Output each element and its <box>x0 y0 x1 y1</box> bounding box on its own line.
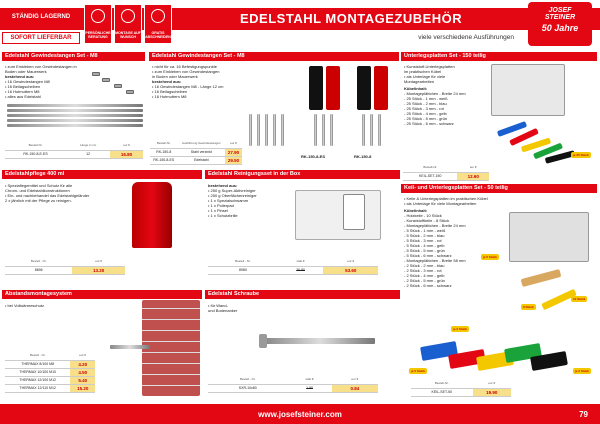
nut-image <box>102 78 110 82</box>
product-label: RK-150-8-ES <box>301 154 326 159</box>
panel-description: • bei Vollwärmeschutz <box>5 303 44 308</box>
rod-image <box>265 114 268 146</box>
order-number: THERMAX 12/100 M12 <box>5 376 70 384</box>
page-subtitle: viele verschiedene Ausführungen <box>418 34 514 41</box>
panel-title: Edelstahlpflege 400 ml <box>2 170 202 179</box>
nut-image <box>126 90 134 94</box>
panel-title: Edelstahl Reinigungsset in der Box <box>205 170 400 179</box>
rod-image <box>362 114 365 146</box>
wooden-wedge-image <box>521 269 562 287</box>
sofort-lieferbar-badge: SOFORT LIEFERBAR <box>2 32 80 44</box>
quantity-bubble: je 2 Stück <box>453 327 468 331</box>
nut-image <box>92 72 100 76</box>
threaded-rod-image <box>7 124 143 127</box>
price: 4.50 <box>70 368 95 376</box>
rod-image <box>273 114 276 146</box>
bucket-image <box>491 64 565 116</box>
panel-description: • nicht für ca. 16 Befestigungspunkte • zum Einkleben von Gewindestangen in Boden oder Mauerwerk bestehend aus: • 16 Gewindestangen M8 - Länge 12 cm • 16 Beilagscheiben • 16 Hutmuttern M8 <box>152 64 224 99</box>
rod-image <box>322 114 325 146</box>
quantity-bubble: je 5 Stück <box>411 369 426 373</box>
panel-title: Keil- und Unterlegsplatten Set - 50 teilig <box>401 184 597 193</box>
service-badge-montage: MONTAGE AUF WUNSCH <box>114 4 142 44</box>
tools-icon <box>121 9 135 23</box>
order-number: 8696 <box>5 266 72 274</box>
phone-icon <box>91 9 105 23</box>
page-footer <box>0 404 600 424</box>
panel-description: • Speziaflegemittel und Schutz für alle Chrom- und Edelstahlkonstruktionen • Ein- und nachbehandel das Edelstahlgeländer 2 x jährlich mit der Pflege zu reinigen. <box>5 183 90 203</box>
order-number: KEIL-SET-50 <box>411 388 473 396</box>
panel-edelstahlpflege <box>2 170 202 282</box>
price-table: Bestell-Nr. Länge in cm eur € RK-150-8-E-ES 12 16.80 <box>5 140 143 159</box>
price: 5.40 <box>70 376 95 384</box>
price: 27.90 <box>225 148 242 156</box>
josef-steiner-logo: JOSEF STEINER 50 Jahre <box>528 2 592 46</box>
website-link[interactable]: www.josefsteiner.com <box>258 410 342 419</box>
panel-edelstahl-schraube <box>205 290 400 402</box>
quantity-bubble: 8 Stück <box>523 305 534 309</box>
order-number: THERMAX 12/110 M12 <box>5 384 70 392</box>
order-number: RK-150-8-E-ES <box>5 150 66 158</box>
price: 4.20 <box>70 360 95 368</box>
nut-image <box>114 84 122 88</box>
panel-description: • zum Einkleben von Gewindestangen in Boden oder Mauerwerk bestehend aus: • 16 Gewindestangen M8 • 16 Beilagscheiben • 16 Hutmuttern M8 • alles aus Edelstahl <box>5 64 77 99</box>
threaded-rod-image <box>7 114 143 117</box>
service-badge-beratung: PERSÖNLICHE BERATUNG <box>84 4 112 44</box>
page-title: EDELSTAHL MONTAGEZUBEHÖR <box>240 11 463 26</box>
panel-unterlegsplatten-150 <box>401 52 597 180</box>
quantity-bubble: je 5 Stück <box>483 255 498 259</box>
threaded-rod-image <box>7 109 143 112</box>
order-number: RK-150-8-ES <box>150 156 178 164</box>
panel-description: bestehend aus: • 250 g Super-Aktivreiniger • 250 g Oberflächenreiniger • 1 x Spezialschwamm • 1 x Polierpad • 1 x Pinsel • 1 x Schutzbrille <box>208 183 257 218</box>
order-number: RK-150-8 <box>150 148 178 156</box>
price-table: Bestell - Nr. eur € THERMAX 8/100 M8 4.20 THERMAX 10/100 M10 4.50 THERMAX 12/100 M12 5.40 THERMAX 12/110 M12 15.20 <box>5 350 95 393</box>
price: 0.84 <box>332 384 378 392</box>
price: 19.90 <box>473 388 511 396</box>
rod-image <box>249 114 252 146</box>
panel-abstandsmontagesystem <box>2 290 202 402</box>
rod-image <box>281 114 284 146</box>
price: 13.20 <box>72 266 125 274</box>
order-number: SXR-10x80 <box>208 384 287 392</box>
saw-icon <box>151 9 165 23</box>
order-number: 8980 <box>208 266 278 274</box>
adhesive-cartridge-image <box>309 66 323 110</box>
panel-description: • Keile & Unterlegsplatten im praktischen Kübel • als Unterlage für viele Montagearbeiten Kübelinhalt: - Holzkeile - 10 Stück - Kunststoffkeile - 8 Stück - Montageplättchen - Breite 24 mm - 5 Stück - 1 mm - weiß - 5 Stück - 2 mm - blau - 5 Stück - 3 mm - rot - 5 Stück - 4 mm - gelb - 5 Stück - 5 mm - grün - 5 Stück - 6 mm - schwarz - Montageplättchen - Breite 58 mm - 2 Stück - 2 mm - blau - 2 Stück - 3 mm - rot - 2 Stück - 4 mm - gelb - 2 Stück - 5 mm - grün - 2 Stück - 6 mm - schwarz <box>404 196 488 288</box>
cleaning-box-image <box>295 190 381 240</box>
panel-description: • für Wand- und Bodenanker <box>208 303 238 313</box>
order-number: THERMAX 10/100 M10 <box>5 368 70 376</box>
rod-image <box>378 114 381 146</box>
product-label: RK-150-8 <box>354 154 372 159</box>
panel-gewindestangen-set-2 <box>149 52 399 167</box>
panel-title: Edelstahl Gewindestangen Set - M8 <box>149 52 399 61</box>
rod-image <box>330 114 333 146</box>
panel-gewindestangen-set-1 <box>2 52 145 167</box>
price: 12.60 <box>457 172 489 180</box>
price: 29.50 <box>225 156 242 164</box>
anchor-rod-image <box>110 345 150 349</box>
price-table: Bestell - Nr. statt € eur € SXR-10x80 1.90 0.84 <box>208 374 378 393</box>
rod-image <box>257 114 260 146</box>
price-table: Bestell-Nr. eur € KEIL-SET-150 12.60 <box>403 162 489 181</box>
panel-title: Edelstahl Schraube <box>205 290 400 299</box>
panel-title: Abstandsmontagesystem <box>2 290 202 299</box>
wall-section-image <box>142 300 200 396</box>
threaded-rod-image <box>7 104 143 107</box>
price: 53.60 <box>323 266 378 274</box>
panel-description: • Kunststoff-Unterlegsplatten im praktischen Kübel • als Unterlage für viele Montagearbeiten Kübelinhalt: - Montageplättchen - Breite 24 mm - 25 Stück - 1 mm - weiß - 25 Stück - 2 mm - blau - 25 Stück - 3 mm - rot - 25 Stück - 4 mm - gelb - 25 Stück - 5 mm - grün - 25 Stück - 6 mm - schwarz <box>404 64 466 126</box>
panel-title: Unterlegsplatten Set - 150 teilig <box>401 52 597 61</box>
screw-head-image <box>259 334 267 348</box>
quantity-bubble: je 25 Stück <box>573 153 589 157</box>
panel-title: Edelstahl Gewindestangen Set - M8 <box>2 52 145 61</box>
spray-can-image <box>132 182 172 248</box>
adhesive-cartridge-image <box>357 66 371 110</box>
service-badge-abschneiden: GRATIS ABSCHNEIDEN <box>144 4 172 44</box>
price-table: Bestell - Nr. statt € eur € 8980 26.80 53.60 <box>208 256 378 275</box>
price: 16.80 <box>110 150 143 158</box>
price: 15.20 <box>70 384 95 392</box>
lagernd-label: STÄNDIG LAGERND <box>11 14 71 20</box>
panel-reinigungsset <box>205 170 400 282</box>
adhesive-cartridge-image <box>326 66 340 110</box>
order-number: KEIL-SET-150 <box>403 172 457 180</box>
rod-image <box>370 114 373 146</box>
quantity-bubble: 10 Stück <box>573 297 586 301</box>
cleaner-bottle-image <box>343 194 365 230</box>
screw-anchor-image <box>265 338 375 344</box>
adhesive-cartridge-image <box>374 66 388 110</box>
bucket-image <box>509 212 589 262</box>
page-number: 79 <box>579 410 588 419</box>
price-table: Bestell-Nr. Ausführung Gewindestangen eur € RK-150-8 Stahl verzinkt 27.90 RK-150-8-ES Edelstahl 29.50 <box>150 138 242 165</box>
panel-keil-unterlegsplatten-50 <box>401 184 597 402</box>
rod-image <box>314 114 317 146</box>
order-number: THERMAX 8/100 M8 <box>5 360 70 368</box>
price-table: Bestell - Nr. eur € 8696 13.20 <box>5 256 125 275</box>
threaded-rod-image <box>7 119 143 122</box>
quantity-bubble: je 2 Stück <box>575 369 590 373</box>
price-table: Bestell-Nr. eur € KEIL-SET-50 19.90 <box>411 378 511 397</box>
page-header <box>0 0 600 50</box>
